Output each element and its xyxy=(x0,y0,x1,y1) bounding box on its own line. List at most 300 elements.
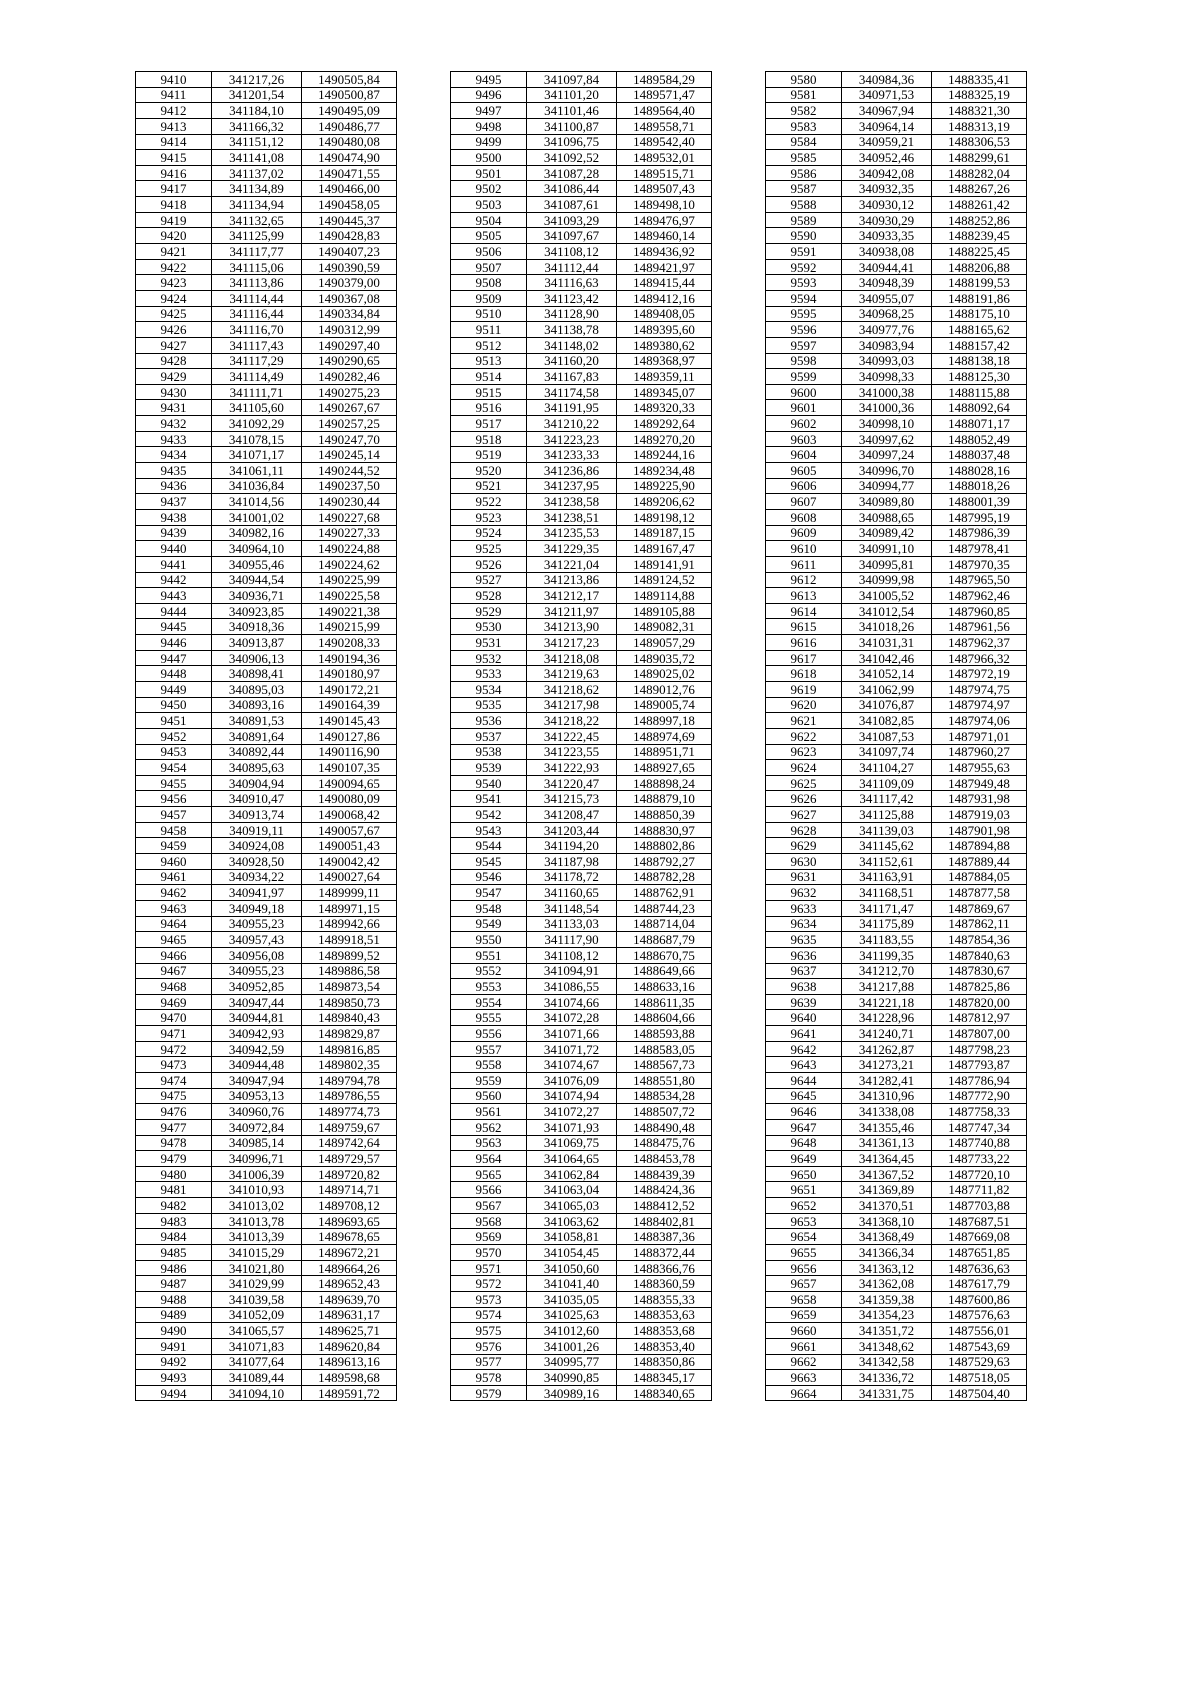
point-number-cell: 9597 xyxy=(766,337,842,353)
table-row xyxy=(766,572,1027,588)
point-number-cell: 9509 xyxy=(451,290,527,306)
point-number-cell: 9514 xyxy=(451,369,527,385)
table-row xyxy=(451,728,712,744)
x-coordinate-cell: 341215,73 xyxy=(527,791,617,807)
x-coordinate-cell: 341071,66 xyxy=(527,1026,617,1042)
y-coordinate-cell: 1487687,51 xyxy=(932,1213,1027,1229)
x-coordinate-cell: 340989,42 xyxy=(842,525,932,541)
x-coordinate-cell: 341342,58 xyxy=(842,1354,932,1370)
table-row xyxy=(136,1166,397,1182)
y-coordinate-cell: 1487636,63 xyxy=(932,1260,1027,1276)
x-coordinate-cell: 341151,12 xyxy=(212,134,302,150)
table-row xyxy=(136,525,397,541)
point-number-cell: 9613 xyxy=(766,588,842,604)
table-row xyxy=(136,744,397,760)
x-coordinate-cell: 341174,58 xyxy=(527,384,617,400)
y-coordinate-cell: 1488782,28 xyxy=(617,869,712,885)
x-coordinate-cell: 341217,88 xyxy=(842,979,932,995)
x-coordinate-cell: 341132,65 xyxy=(212,212,302,228)
y-coordinate-cell: 1488974,69 xyxy=(617,728,712,744)
table-row xyxy=(451,650,712,666)
point-number-cell: 9433 xyxy=(136,431,212,447)
table-row xyxy=(451,791,712,807)
point-number-cell: 9619 xyxy=(766,681,842,697)
y-coordinate-cell: 1489412,16 xyxy=(617,290,712,306)
y-coordinate-cell: 1489005,74 xyxy=(617,697,712,713)
table-row xyxy=(451,447,712,463)
x-coordinate-cell: 341074,94 xyxy=(527,1088,617,1104)
point-number-cell: 9551 xyxy=(451,947,527,963)
y-coordinate-cell: 1487901,98 xyxy=(932,822,1027,838)
x-coordinate-cell: 340942,08 xyxy=(842,165,932,181)
x-coordinate-cell: 340972,84 xyxy=(212,1119,302,1135)
point-number-cell: 9623 xyxy=(766,744,842,760)
table-row xyxy=(766,463,1027,479)
y-coordinate-cell: 1488649,66 xyxy=(617,963,712,979)
table-row xyxy=(451,1104,712,1120)
x-coordinate-cell: 340982,16 xyxy=(212,525,302,541)
y-coordinate-cell: 1487651,85 xyxy=(932,1245,1027,1261)
table-row xyxy=(136,854,397,870)
x-coordinate-cell: 341029,99 xyxy=(212,1276,302,1292)
y-coordinate-cell: 1490379,00 xyxy=(302,275,397,291)
x-coordinate-cell: 341370,51 xyxy=(842,1198,932,1214)
table-row xyxy=(136,1213,397,1229)
x-coordinate-cell: 341218,22 xyxy=(527,713,617,729)
table-row xyxy=(136,1229,397,1245)
point-number-cell: 9451 xyxy=(136,713,212,729)
y-coordinate-cell: 1489886,58 xyxy=(302,963,397,979)
table-row xyxy=(451,932,712,948)
point-number-cell: 9426 xyxy=(136,322,212,338)
y-coordinate-cell: 1488340,65 xyxy=(617,1385,712,1401)
point-number-cell: 9485 xyxy=(136,1245,212,1261)
table-row xyxy=(451,1370,712,1386)
point-number-cell: 9458 xyxy=(136,822,212,838)
x-coordinate-cell: 341082,85 xyxy=(842,713,932,729)
table-row xyxy=(766,197,1027,213)
point-number-cell: 9531 xyxy=(451,635,527,651)
x-coordinate-cell: 341076,87 xyxy=(842,697,932,713)
table-row xyxy=(136,603,397,619)
point-number-cell: 9626 xyxy=(766,791,842,807)
x-coordinate-cell: 341133,03 xyxy=(527,916,617,932)
x-coordinate-cell: 340983,94 xyxy=(842,337,932,353)
x-coordinate-cell: 341238,58 xyxy=(527,494,617,510)
table-row xyxy=(451,431,712,447)
point-number-cell: 9491 xyxy=(136,1338,212,1354)
y-coordinate-cell: 1490225,58 xyxy=(302,588,397,604)
point-number-cell: 9570 xyxy=(451,1245,527,1261)
x-coordinate-cell: 340999,98 xyxy=(842,572,932,588)
point-number-cell: 9427 xyxy=(136,337,212,353)
point-number-cell: 9489 xyxy=(136,1307,212,1323)
y-coordinate-cell: 1488997,18 xyxy=(617,713,712,729)
y-coordinate-cell: 1489840,43 xyxy=(302,1010,397,1026)
y-coordinate-cell: 1489187,15 xyxy=(617,525,712,541)
table-row xyxy=(766,1088,1027,1104)
x-coordinate-cell: 341100,87 xyxy=(527,118,617,134)
point-number-cell: 9653 xyxy=(766,1213,842,1229)
x-coordinate-cell: 341114,44 xyxy=(212,290,302,306)
y-coordinate-cell: 1489584,29 xyxy=(617,72,712,88)
point-number-cell: 9478 xyxy=(136,1135,212,1151)
point-number-cell: 9599 xyxy=(766,369,842,385)
x-coordinate-cell: 341012,54 xyxy=(842,603,932,619)
point-number-cell: 9534 xyxy=(451,681,527,697)
table-row xyxy=(766,635,1027,651)
y-coordinate-cell: 1488366,76 xyxy=(617,1260,712,1276)
y-coordinate-cell: 1487962,37 xyxy=(932,635,1027,651)
y-coordinate-cell: 1488567,73 xyxy=(617,1057,712,1073)
y-coordinate-cell: 1488267,26 xyxy=(932,181,1027,197)
point-number-cell: 9439 xyxy=(136,525,212,541)
x-coordinate-cell: 340971,53 xyxy=(842,87,932,103)
x-coordinate-cell: 341233,33 xyxy=(527,447,617,463)
y-coordinate-cell: 1490495,09 xyxy=(302,103,397,119)
y-coordinate-cell: 1490227,68 xyxy=(302,509,397,525)
point-number-cell: 9610 xyxy=(766,541,842,557)
table-row xyxy=(766,306,1027,322)
table-row xyxy=(766,337,1027,353)
y-coordinate-cell: 1488507,72 xyxy=(617,1104,712,1120)
table-row xyxy=(766,885,1027,901)
table-row xyxy=(766,134,1027,150)
x-coordinate-cell: 340989,16 xyxy=(527,1385,617,1401)
x-coordinate-cell: 341240,71 xyxy=(842,1026,932,1042)
table-row xyxy=(766,1323,1027,1339)
table-row xyxy=(766,869,1027,885)
table-row xyxy=(451,384,712,400)
coordinate-table-body xyxy=(766,72,1027,1401)
x-coordinate-cell: 341221,04 xyxy=(527,556,617,572)
point-number-cell: 9616 xyxy=(766,635,842,651)
point-number-cell: 9567 xyxy=(451,1198,527,1214)
table-row xyxy=(451,369,712,385)
x-coordinate-cell: 340944,48 xyxy=(212,1057,302,1073)
point-number-cell: 9413 xyxy=(136,118,212,134)
y-coordinate-cell: 1487703,88 xyxy=(932,1198,1027,1214)
y-coordinate-cell: 1490227,33 xyxy=(302,525,397,541)
y-coordinate-cell: 1489672,21 xyxy=(302,1245,397,1261)
point-number-cell: 9505 xyxy=(451,228,527,244)
x-coordinate-cell: 341097,84 xyxy=(527,72,617,88)
table-row xyxy=(136,87,397,103)
point-number-cell: 9582 xyxy=(766,103,842,119)
y-coordinate-cell: 1488927,65 xyxy=(617,760,712,776)
point-number-cell: 9647 xyxy=(766,1119,842,1135)
point-number-cell: 9463 xyxy=(136,900,212,916)
point-number-cell: 9562 xyxy=(451,1119,527,1135)
table-row xyxy=(451,1151,712,1167)
y-coordinate-cell: 1489035,72 xyxy=(617,650,712,666)
x-coordinate-cell: 341167,83 xyxy=(527,369,617,385)
point-number-cell: 9607 xyxy=(766,494,842,510)
x-coordinate-cell: 341021,80 xyxy=(212,1260,302,1276)
table-row xyxy=(136,1385,397,1401)
x-coordinate-cell: 340997,62 xyxy=(842,431,932,447)
point-number-cell: 9566 xyxy=(451,1182,527,1198)
table-row xyxy=(136,900,397,916)
point-number-cell: 9606 xyxy=(766,478,842,494)
point-number-cell: 9470 xyxy=(136,1010,212,1026)
x-coordinate-cell: 341125,88 xyxy=(842,807,932,823)
table-row xyxy=(766,650,1027,666)
y-coordinate-cell: 1489105,88 xyxy=(617,603,712,619)
point-number-cell: 9575 xyxy=(451,1323,527,1339)
point-number-cell: 9603 xyxy=(766,431,842,447)
point-number-cell: 9532 xyxy=(451,650,527,666)
x-coordinate-cell: 341134,89 xyxy=(212,181,302,197)
table-row xyxy=(766,384,1027,400)
point-number-cell: 9414 xyxy=(136,134,212,150)
point-number-cell: 9581 xyxy=(766,87,842,103)
x-coordinate-cell: 341115,06 xyxy=(212,259,302,275)
point-number-cell: 9415 xyxy=(136,150,212,166)
point-number-cell: 9545 xyxy=(451,854,527,870)
x-coordinate-cell: 341006,39 xyxy=(212,1166,302,1182)
table-row xyxy=(766,525,1027,541)
y-coordinate-cell: 1487669,08 xyxy=(932,1229,1027,1245)
point-number-cell: 9496 xyxy=(451,87,527,103)
table-row xyxy=(766,1229,1027,1245)
point-number-cell: 9605 xyxy=(766,463,842,479)
y-coordinate-cell: 1489270,20 xyxy=(617,431,712,447)
y-coordinate-cell: 1490245,14 xyxy=(302,447,397,463)
table-row xyxy=(136,1291,397,1307)
x-coordinate-cell: 340959,21 xyxy=(842,134,932,150)
y-coordinate-cell: 1489571,47 xyxy=(617,87,712,103)
x-coordinate-cell: 341078,15 xyxy=(212,431,302,447)
x-coordinate-cell: 341141,08 xyxy=(212,150,302,166)
point-number-cell: 9583 xyxy=(766,118,842,134)
point-number-cell: 9482 xyxy=(136,1198,212,1214)
y-coordinate-cell: 1489625,71 xyxy=(302,1323,397,1339)
point-number-cell: 9615 xyxy=(766,619,842,635)
point-number-cell: 9651 xyxy=(766,1182,842,1198)
x-coordinate-cell: 341114,49 xyxy=(212,369,302,385)
table-row xyxy=(451,525,712,541)
table-row xyxy=(451,947,712,963)
x-coordinate-cell: 341148,54 xyxy=(527,900,617,916)
table-row xyxy=(136,400,397,416)
point-number-cell: 9490 xyxy=(136,1323,212,1339)
table-row xyxy=(451,1213,712,1229)
point-number-cell: 9476 xyxy=(136,1104,212,1120)
point-number-cell: 9467 xyxy=(136,963,212,979)
point-number-cell: 9516 xyxy=(451,400,527,416)
point-number-cell: 9548 xyxy=(451,900,527,916)
x-coordinate-cell: 340967,94 xyxy=(842,103,932,119)
point-number-cell: 9447 xyxy=(136,650,212,666)
table-row xyxy=(766,1370,1027,1386)
y-coordinate-cell: 1489873,54 xyxy=(302,979,397,995)
x-coordinate-cell: 341363,12 xyxy=(842,1260,932,1276)
x-coordinate-cell: 340960,76 xyxy=(212,1104,302,1120)
y-coordinate-cell: 1487960,85 xyxy=(932,603,1027,619)
x-coordinate-cell: 341063,04 xyxy=(527,1182,617,1198)
x-coordinate-cell: 341013,02 xyxy=(212,1198,302,1214)
table-row xyxy=(136,509,397,525)
table-row xyxy=(766,1276,1027,1292)
x-coordinate-cell: 341128,90 xyxy=(527,306,617,322)
x-coordinate-cell: 341000,38 xyxy=(842,384,932,400)
point-number-cell: 9499 xyxy=(451,134,527,150)
table-row xyxy=(451,228,712,244)
table-row xyxy=(136,463,397,479)
y-coordinate-cell: 1489532,01 xyxy=(617,150,712,166)
table-row xyxy=(451,822,712,838)
x-coordinate-cell: 340891,64 xyxy=(212,728,302,744)
coordinate-table-body xyxy=(451,72,712,1401)
y-coordinate-cell: 1488028,16 xyxy=(932,463,1027,479)
x-coordinate-cell: 340964,14 xyxy=(842,118,932,134)
point-number-cell: 9479 xyxy=(136,1151,212,1167)
x-coordinate-cell: 340996,70 xyxy=(842,463,932,479)
y-coordinate-cell: 1489206,62 xyxy=(617,494,712,510)
x-coordinate-cell: 340957,43 xyxy=(212,932,302,948)
x-coordinate-cell: 340898,41 xyxy=(212,666,302,682)
y-coordinate-cell: 1490334,84 xyxy=(302,306,397,322)
y-coordinate-cell: 1489816,85 xyxy=(302,1041,397,1057)
coordinate-table-1 xyxy=(135,71,397,1401)
x-coordinate-cell: 341063,62 xyxy=(527,1213,617,1229)
y-coordinate-cell: 1488092,64 xyxy=(932,400,1027,416)
x-coordinate-cell: 341113,86 xyxy=(212,275,302,291)
table-row xyxy=(451,963,712,979)
y-coordinate-cell: 1489198,12 xyxy=(617,509,712,525)
x-coordinate-cell: 340996,71 xyxy=(212,1151,302,1167)
table-row xyxy=(136,447,397,463)
table-row xyxy=(451,713,712,729)
point-number-cell: 9540 xyxy=(451,775,527,791)
x-coordinate-cell: 341354,23 xyxy=(842,1307,932,1323)
x-coordinate-cell: 341058,81 xyxy=(527,1229,617,1245)
y-coordinate-cell: 1490225,99 xyxy=(302,572,397,588)
x-coordinate-cell: 341235,53 xyxy=(527,525,617,541)
point-number-cell: 9640 xyxy=(766,1010,842,1026)
table-row xyxy=(766,1104,1027,1120)
x-coordinate-cell: 341014,56 xyxy=(212,494,302,510)
table-row xyxy=(766,212,1027,228)
table-row xyxy=(766,807,1027,823)
point-number-cell: 9580 xyxy=(766,72,842,88)
y-coordinate-cell: 1490230,44 xyxy=(302,494,397,510)
table-row xyxy=(766,478,1027,494)
y-coordinate-cell: 1489292,64 xyxy=(617,416,712,432)
y-coordinate-cell: 1489564,40 xyxy=(617,103,712,119)
y-coordinate-cell: 1487884,05 xyxy=(932,869,1027,885)
table-row xyxy=(451,244,712,260)
point-number-cell: 9661 xyxy=(766,1338,842,1354)
table-row xyxy=(136,431,397,447)
y-coordinate-cell: 1489368,97 xyxy=(617,353,712,369)
point-number-cell: 9455 xyxy=(136,775,212,791)
point-number-cell: 9431 xyxy=(136,400,212,416)
x-coordinate-cell: 341117,29 xyxy=(212,353,302,369)
y-coordinate-cell: 1489786,55 xyxy=(302,1088,397,1104)
y-coordinate-cell: 1487576,63 xyxy=(932,1307,1027,1323)
table-row xyxy=(766,681,1027,697)
table-row xyxy=(766,994,1027,1010)
point-number-cell: 9412 xyxy=(136,103,212,119)
table-row xyxy=(766,541,1027,557)
x-coordinate-cell: 341203,44 xyxy=(527,822,617,838)
point-number-cell: 9541 xyxy=(451,791,527,807)
y-coordinate-cell: 1487758,33 xyxy=(932,1104,1027,1120)
x-coordinate-cell: 341138,78 xyxy=(527,322,617,338)
point-number-cell: 9624 xyxy=(766,760,842,776)
table-row xyxy=(136,118,397,134)
y-coordinate-cell: 1487995,19 xyxy=(932,509,1027,525)
y-coordinate-cell: 1487793,87 xyxy=(932,1057,1027,1073)
y-coordinate-cell: 1487955,63 xyxy=(932,760,1027,776)
y-coordinate-cell: 1489167,47 xyxy=(617,541,712,557)
point-number-cell: 9561 xyxy=(451,1104,527,1120)
point-number-cell: 9649 xyxy=(766,1151,842,1167)
point-number-cell: 9459 xyxy=(136,838,212,854)
y-coordinate-cell: 1487747,34 xyxy=(932,1119,1027,1135)
point-number-cell: 9437 xyxy=(136,494,212,510)
table-row xyxy=(451,1307,712,1323)
table-row xyxy=(451,1041,712,1057)
table-row xyxy=(136,353,397,369)
x-coordinate-cell: 341117,42 xyxy=(842,791,932,807)
x-coordinate-cell: 341069,75 xyxy=(527,1135,617,1151)
table-row xyxy=(136,666,397,682)
y-coordinate-cell: 1488001,39 xyxy=(932,494,1027,510)
point-number-cell: 9474 xyxy=(136,1073,212,1089)
x-coordinate-cell: 341282,41 xyxy=(842,1073,932,1089)
y-coordinate-cell: 1488199,53 xyxy=(932,275,1027,291)
point-number-cell: 9420 xyxy=(136,228,212,244)
table-row xyxy=(766,1057,1027,1073)
x-coordinate-cell: 341160,65 xyxy=(527,885,617,901)
table-row xyxy=(766,228,1027,244)
x-coordinate-cell: 341351,72 xyxy=(842,1323,932,1339)
point-number-cell: 9611 xyxy=(766,556,842,572)
table-row xyxy=(766,1213,1027,1229)
y-coordinate-cell: 1488387,36 xyxy=(617,1229,712,1245)
table-row xyxy=(451,150,712,166)
y-coordinate-cell: 1487894,88 xyxy=(932,838,1027,854)
point-number-cell: 9469 xyxy=(136,994,212,1010)
point-number-cell: 9572 xyxy=(451,1276,527,1292)
x-coordinate-cell: 341222,93 xyxy=(527,760,617,776)
y-coordinate-cell: 1487830,67 xyxy=(932,963,1027,979)
point-number-cell: 9601 xyxy=(766,400,842,416)
point-number-cell: 9462 xyxy=(136,885,212,901)
x-coordinate-cell: 341222,45 xyxy=(527,728,617,744)
point-number-cell: 9432 xyxy=(136,416,212,432)
x-coordinate-cell: 340955,46 xyxy=(212,556,302,572)
x-coordinate-cell: 341036,84 xyxy=(212,478,302,494)
y-coordinate-cell: 1488490,48 xyxy=(617,1119,712,1135)
y-coordinate-cell: 1489025,02 xyxy=(617,666,712,682)
y-coordinate-cell: 1489794,78 xyxy=(302,1073,397,1089)
point-number-cell: 9598 xyxy=(766,353,842,369)
y-coordinate-cell: 1489714,71 xyxy=(302,1182,397,1198)
point-number-cell: 9448 xyxy=(136,666,212,682)
table-row xyxy=(136,791,397,807)
y-coordinate-cell: 1487543,69 xyxy=(932,1338,1027,1354)
point-number-cell: 9627 xyxy=(766,807,842,823)
y-coordinate-cell: 1488071,17 xyxy=(932,416,1027,432)
x-coordinate-cell: 340944,81 xyxy=(212,1010,302,1026)
point-number-cell: 9480 xyxy=(136,1166,212,1182)
y-coordinate-cell: 1489359,11 xyxy=(617,369,712,385)
y-coordinate-cell: 1489012,76 xyxy=(617,681,712,697)
